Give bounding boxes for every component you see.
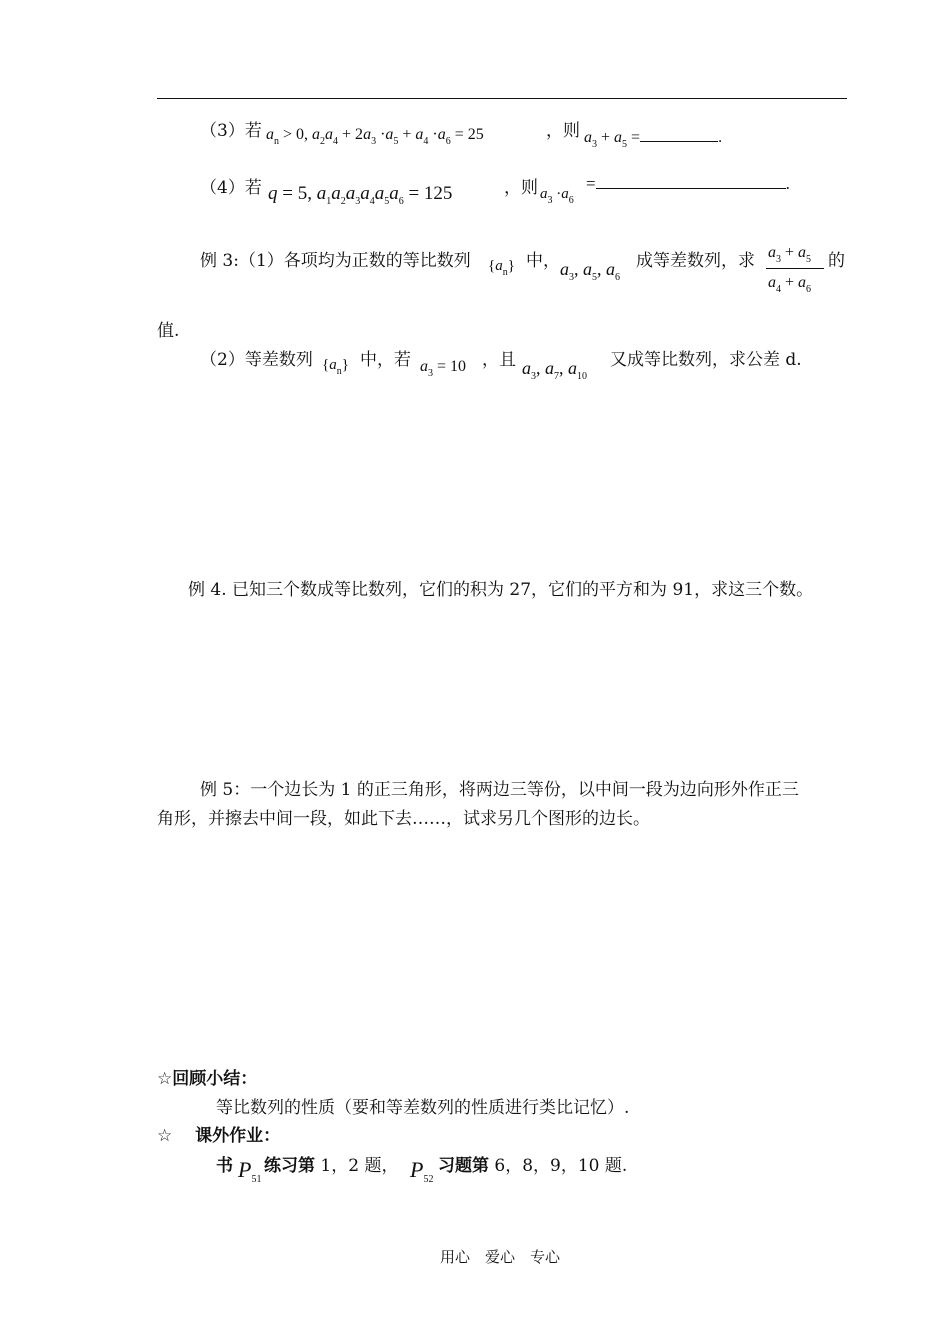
page-footer — [440, 1246, 560, 1267]
page-ref-51-letter: P — [238, 1157, 252, 1182]
problem-3-expression: $a_3 + a_5$ = . — [584, 129, 723, 150]
answer-blank[interactable] — [640, 127, 718, 142]
fraction-bar — [766, 268, 824, 269]
page-ref-52 — [410, 1157, 433, 1185]
example-3-title: 例 3:（1）各项均为正数的等比数列 — [200, 251, 471, 271]
example-3-text-c: 成等差数列，求 — [636, 251, 755, 271]
review-body — [216, 1093, 629, 1118]
review-heading-text: ☆回顾小结： — [157, 1069, 258, 1089]
homework-book: 书 — [216, 1156, 233, 1176]
example-3-part2-b — [360, 345, 411, 370]
example-3-text-b: 中， — [526, 251, 560, 271]
homework-exercise-nums: 6，8，9，10 题. — [494, 1156, 628, 1176]
problem-3-mid — [546, 116, 580, 141]
page-ref-52-number: 52 — [423, 1174, 434, 1185]
footer-text: 用心 爱心 专心 — [440, 1248, 561, 1266]
review-body-text: 等比数列的性质（要和等差数列的性质进行类比记忆）. — [216, 1098, 630, 1118]
example-3-part1-c — [636, 246, 755, 271]
example-3-cont: 值. — [157, 321, 180, 341]
example-3-part2-question: 又成等比数列，求公差 d. — [610, 350, 802, 370]
example-3-part1-b — [526, 246, 560, 271]
problem-4-expression: $a_3 \cdot a_6$ — [540, 186, 574, 206]
homework-practice-label: 练习第 — [264, 1156, 315, 1176]
page-ref-52-letter: P — [410, 1157, 424, 1182]
problem-4-answer: = . — [586, 174, 790, 193]
problem-3-condition: $a_n > 0$, $a_2a_4 + 2a_3 \cdot a_5 + a_4 \cdot a_6 = 25$ — [266, 126, 484, 147]
example-3-text-d: 的 — [828, 251, 845, 271]
problem-4 — [200, 173, 262, 198]
problem-4-then: ，则 — [504, 178, 538, 198]
homework-line — [216, 1151, 233, 1176]
problem-3-then: ，则 — [546, 121, 580, 141]
example-3-part2-label: （2）等差数列 — [200, 350, 313, 370]
example-3-part2-c — [482, 345, 516, 370]
fraction-numerator: $a_3 + a_5$ — [768, 244, 812, 265]
example-3-terms: $a_3$, $a_5$, $a_6$ — [560, 259, 620, 283]
homework-heading — [157, 1121, 280, 1146]
problem-3 — [200, 116, 262, 141]
header-rule — [157, 98, 847, 99]
example-3-part2-terms: $a_3$, $a_7$, $a_{10}$ — [522, 358, 587, 382]
example-3-part2-if: 中，若 — [360, 350, 411, 370]
homework-heading-text: ☆ 课外作业： — [157, 1126, 281, 1146]
example-5-text-2: 角形，并擦去中间一段，如此下去……，试求另几个图形的边长。 — [157, 809, 650, 829]
page-ref-51 — [238, 1157, 261, 1185]
example-5-line2 — [157, 804, 650, 829]
example-5-text-1: 例 5：一个边长为 1 的正三角形，将两边三等份，以中间一段为边向形外作正三 — [200, 780, 799, 800]
example-3-continuation — [157, 316, 179, 341]
problem-4-condition: q = 5, $a_1a_2a_3a_4a_5a_6 = 125$ — [268, 183, 453, 207]
homework-practice-nums: 1，2 题， — [320, 1156, 399, 1176]
problem-3-label: （3）若 — [200, 121, 262, 141]
problem-4-mid — [504, 173, 538, 198]
answer-blank[interactable] — [596, 174, 786, 189]
sequence-notation-2: $\{a_n\}$ — [322, 357, 349, 377]
example-3-part1-d — [828, 246, 845, 271]
page-ref-51-number: 51 — [251, 1174, 262, 1185]
example-3-part2-and: ，且 — [482, 350, 516, 370]
homework-exercises-label: 习题第 — [438, 1156, 489, 1176]
example-3-part2-d — [610, 345, 802, 370]
example-3-part2-condition: $a_3 = 10$ — [420, 358, 467, 379]
example-3-part2-a — [200, 345, 313, 370]
example-5-line1 — [200, 775, 799, 800]
fraction-denominator: $a_4 + a_6$ — [768, 274, 812, 295]
example-4-text: 例 4. 已知三个数成等比数列，它们的积为 27，它们的平方和为 91，求这三个数。 — [188, 580, 814, 600]
homework-practice — [264, 1151, 398, 1176]
example-4 — [188, 575, 813, 600]
homework-exercises — [438, 1151, 627, 1176]
sequence-notation: $\{a_n\}$ — [488, 258, 515, 278]
problem-4-label: （4）若 — [200, 178, 262, 198]
example-3-part1-a — [200, 246, 471, 271]
review-heading — [157, 1064, 257, 1089]
